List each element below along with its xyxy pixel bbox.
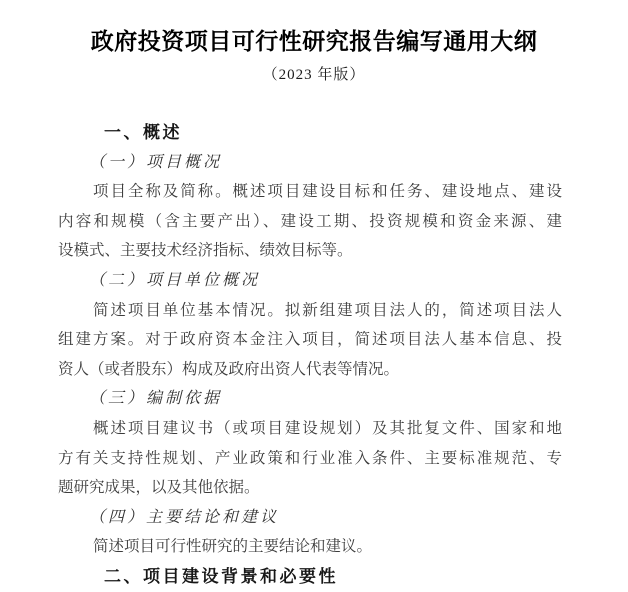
section-heading: 一、概述 (104, 123, 182, 142)
document-body (58, 118, 562, 592)
body-line: 项目全称及简称。概述项目建设目标和任务、建设地点、建设 (93, 183, 562, 201)
body-line: 简述项目可行性研究的主要结论和建议。 (93, 538, 373, 556)
body-line: 简述项目单位基本情况。拟新组建项目法人的，简述项目法人 (93, 301, 562, 319)
body-line: 题研究成果，以及其他依据。 (58, 479, 260, 497)
subsection-heading: （四）主要结论和建议 (89, 508, 280, 526)
body-line: 方有关支持性规划、产业政策和行业准入条件、主要标准规范、专 (58, 449, 562, 467)
section-heading: 二、项目建设背景和必要性 (104, 566, 338, 586)
body-line: 组建方案。对于政府资本金注入项目，简述项目法人基本信息、投 (58, 331, 562, 349)
document-title: 政府投资项目可行性研究报告编写通用大纲 (90, 29, 538, 54)
subsection-heading: （二）项目单位概况 (89, 271, 261, 289)
body-line: 设模式、主要技术经济指标、绩效目标等。 (58, 242, 353, 260)
body-line: 内容和规模（含主要产出）、建设工期、投资规模和资金来源、建 (58, 212, 562, 230)
subsection-heading: （三）编制依据 (89, 390, 223, 408)
body-line: 概述项目建议书（或项目建设规划）及其批复文件、国家和地 (93, 419, 562, 437)
document-version: （2023 年版） (262, 67, 366, 83)
subsection-heading: （一）项目概况 (89, 153, 223, 171)
body-line: 资人（或者股东）构成及政府出资人代表等情况。 (58, 360, 400, 378)
